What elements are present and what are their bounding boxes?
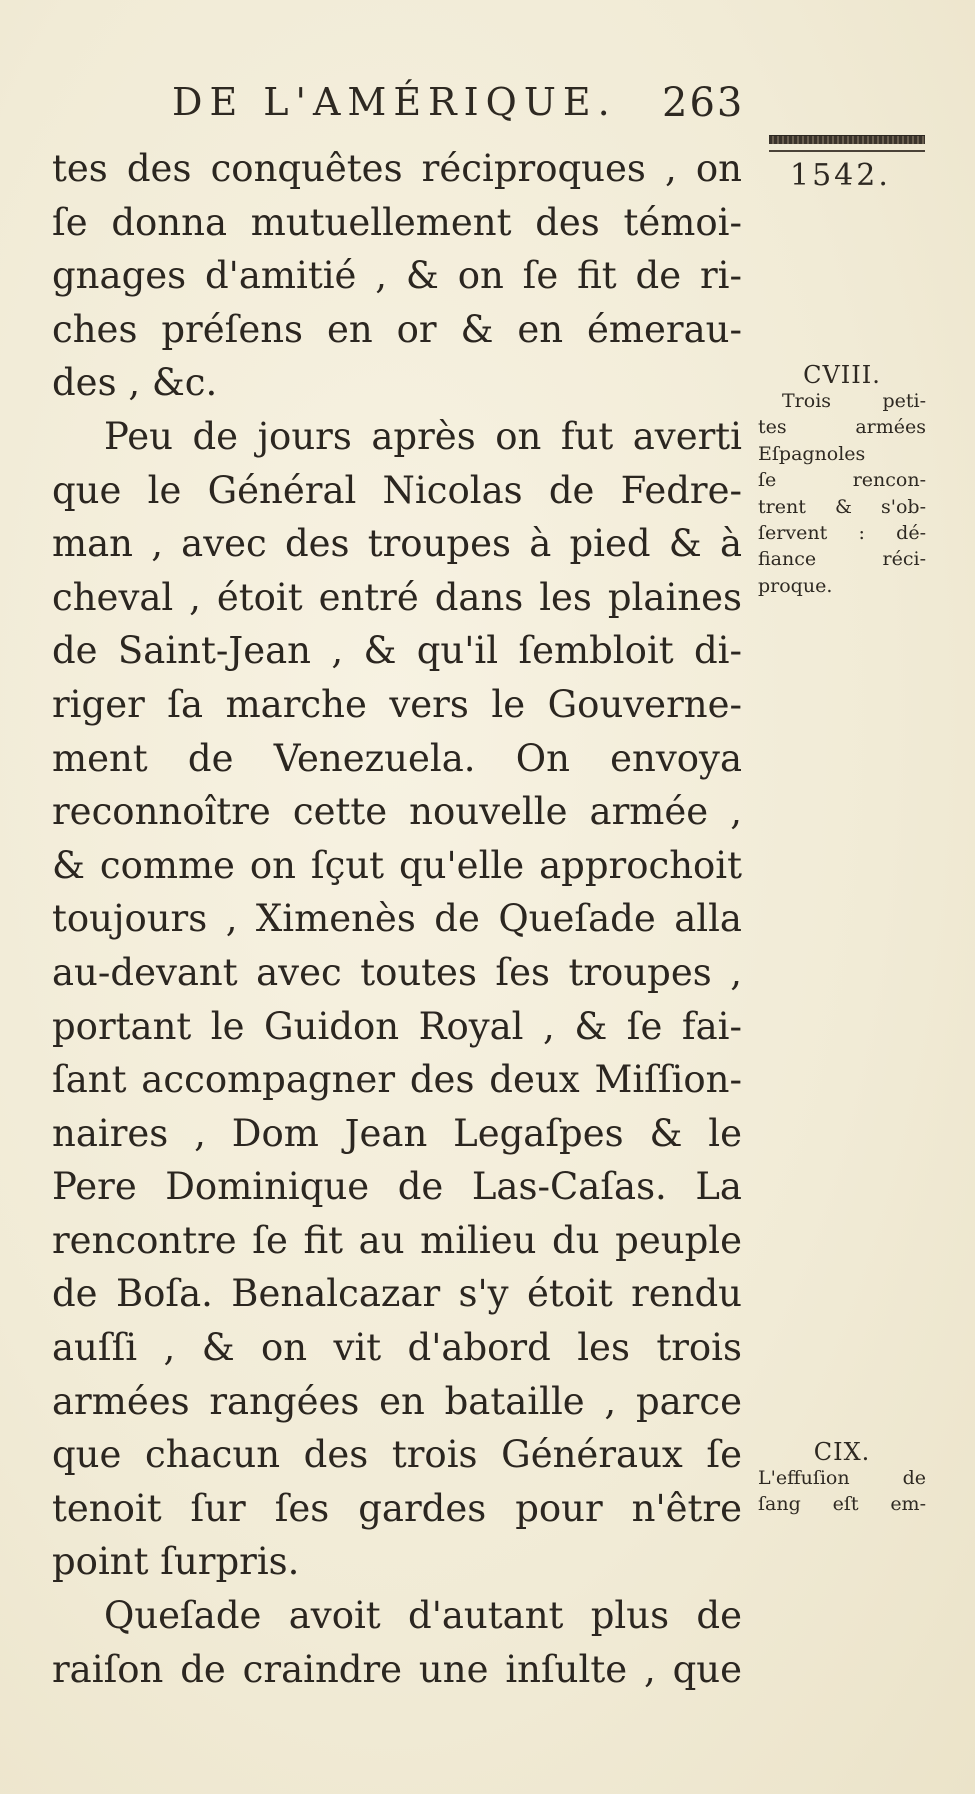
- running-head: [0, 80, 975, 140]
- side-note-line: trent & s'ob-: [758, 495, 926, 518]
- text-line: au-devant avec toutes ſes troupes ,: [52, 950, 742, 994]
- side-note-line: Eſpagnoles: [758, 442, 866, 465]
- page-number: 263: [662, 80, 745, 126]
- side-note-line: Trois peti-: [782, 390, 926, 412]
- text-line: des , &c.: [52, 361, 218, 405]
- text-line: Pere Dominique de Las-Caſas. La: [52, 1165, 742, 1209]
- text-line: riger ſa marche vers le Gouverne-: [52, 682, 742, 726]
- text-line: armées rangées en bataille , parce: [52, 1379, 742, 1423]
- text-line: de Boſa. Benalcazar s'y étoit rendu: [52, 1272, 742, 1316]
- side-note-line: fiance réci-: [758, 548, 926, 571]
- side-note-cix: [758, 1439, 926, 1518]
- text-line: tes des conquêtes réciproques , on: [52, 147, 742, 190]
- text-line: portant le Guidon Royal , & ſe fai-: [52, 1004, 742, 1048]
- side-note-number: CIX.: [813, 1438, 871, 1466]
- text-line: gnages d'amitié , & on ſe fit de ri-: [52, 254, 742, 298]
- text-line: point ſurpris.: [52, 1540, 300, 1584]
- ornament-rule: [769, 135, 925, 144]
- text-line: que le Général Nicolas de Fedre-: [52, 468, 742, 512]
- text-line: naires , Dom Jean Legaſpes & le: [52, 1111, 742, 1155]
- side-note-line: ſang eſt em-: [758, 1493, 926, 1516]
- thin-rule: [769, 150, 925, 152]
- running-head-title: DE L'AMÉRIQUE.: [172, 80, 617, 124]
- text-line: ches préſens en or & en émerau-: [52, 307, 742, 351]
- body-text: [52, 142, 742, 1696]
- text-line: rencontre ſe fit au milieu du peuple: [52, 1218, 742, 1262]
- side-note-line: proque.: [758, 574, 833, 597]
- side-note-cviii: [758, 362, 926, 599]
- text-line: ſant accompagner des deux Miſſion-: [52, 1058, 742, 1102]
- text-line: auſſi , & on vit d'abord les trois: [52, 1326, 742, 1370]
- text-line: & comme on ſçut qu'elle approchoit: [52, 843, 742, 887]
- text-line: toujours , Ximenès de Queſade alla: [52, 897, 742, 941]
- text-line: man , avec des troupes à pied & à: [52, 522, 742, 566]
- text-line: de Saint-Jean , & qu'il ſembloit di-: [52, 629, 742, 673]
- side-note-number: CVIII.: [803, 361, 881, 389]
- text-line: Queſade avoit d'autant plus de: [104, 1594, 742, 1638]
- text-line: reconnoître cette nouvelle armée ,: [52, 790, 742, 834]
- text-line: ſe donna mutuellement des témoi-: [52, 200, 742, 244]
- side-note-line: ſervent : dé-: [758, 521, 926, 544]
- text-line: Peu de jours après on fut averti: [104, 414, 742, 458]
- side-note-line: ſe rencon-: [758, 469, 926, 492]
- margin-year: 1542.: [790, 158, 891, 193]
- text-line: raiſon de craindre une inſulte , que: [52, 1647, 742, 1691]
- text-line: cheval , étoit entré dans les plaines: [52, 575, 742, 619]
- text-line: que chacun des trois Généraux ſe: [52, 1433, 742, 1477]
- side-note-line: L'effuſion de: [758, 1467, 926, 1489]
- text-line: tenoit ſur ſes gardes pour n'être: [52, 1486, 742, 1530]
- side-note-line: tes armées: [758, 416, 926, 439]
- text-line: ment de Venezuela. On envoya: [52, 736, 742, 780]
